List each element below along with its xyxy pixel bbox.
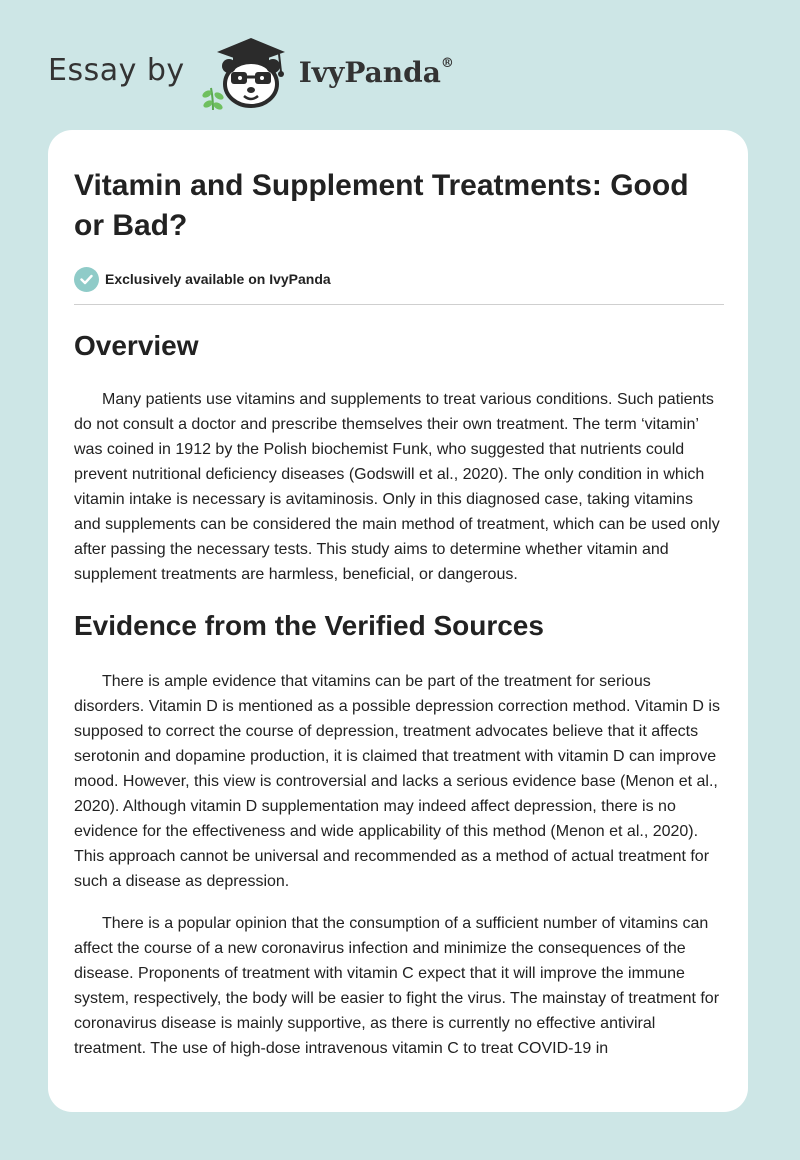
brand-name[interactable] (299, 56, 454, 89)
site-header (48, 30, 548, 120)
essay-title: Vitamin and Supplement Treatments: Good or Bad? (74, 169, 689, 242)
registered-mark: ® (440, 56, 454, 72)
section-heading-evidence: Evidence from the Verified Sources (74, 610, 544, 641)
paragraph: There is a popular opinion that the consumption of a sufficient number of vitamins can affect the course of a new coronavirus infection and minimize the consequences of the disease. Proponents of treatment with vitamin C expect that it will improve the immune system, respectively, the body will be easier to fight the virus. The mainstay of treatment for coronavirus disease is mainly supportive, as there is currently no effective antiviral treatment. The use of high-dose intravenous vitamin C to treat COVID-19 in (74, 915, 720, 1057)
exclusive-label: Exclusively available on IvyPanda (105, 271, 331, 287)
essay-content (74, 166, 724, 1061)
essay-by-label: Essay by (48, 52, 185, 88)
panda-graduate-logo-icon[interactable] (199, 32, 295, 112)
paragraph: There is ample evidence that vitamins can be part of the treatment for serious disorders. Vitamin D is mentioned as a possible depression correction method. Vitamin D is supposed to correct the course of depression, treatment advocates believe that it affects serotonin and dopamine production, it is claimed that treatment with vitamin D can improve mood. However, this view is controversial and lacks a serious evidence base (Menon et al., 2020). Although vitamin D supplementation may indeed affect depression, there is no evidence for the effectiveness and wide applicability of this method (Menon et al., 2020). This approach cannot be universal and recommended as a method of actual treatment for such a disease as depression. (74, 673, 720, 890)
check-circle-icon (74, 267, 99, 292)
divider (74, 304, 724, 305)
exclusive-badge (74, 266, 724, 292)
section-heading-overview: Overview (74, 330, 199, 361)
brand-name-text: IvyPanda (298, 55, 441, 89)
paragraph: Many patients use vitamins and supplements to treat various conditions. Such patients do not consult a doctor and prescribe themselves their own treatment. The term ‘vitamin’ was coined in 1912 by the Polish biochemist Funk, who suggested that nutrients could prevent nutritional deficiency diseases (Godswill et al., 2020). The only condition in which vitamin intake is necessary is avitaminosis. Only in this diagnosed case, taking vitamins and supplements can be considered the main method of treatment, which can be used only after passing the necessary tests. This study aims to determine whether vitamin and supplement treatments are harmless, beneficial, or dangerous. (74, 391, 720, 583)
essay-card (48, 130, 748, 1112)
